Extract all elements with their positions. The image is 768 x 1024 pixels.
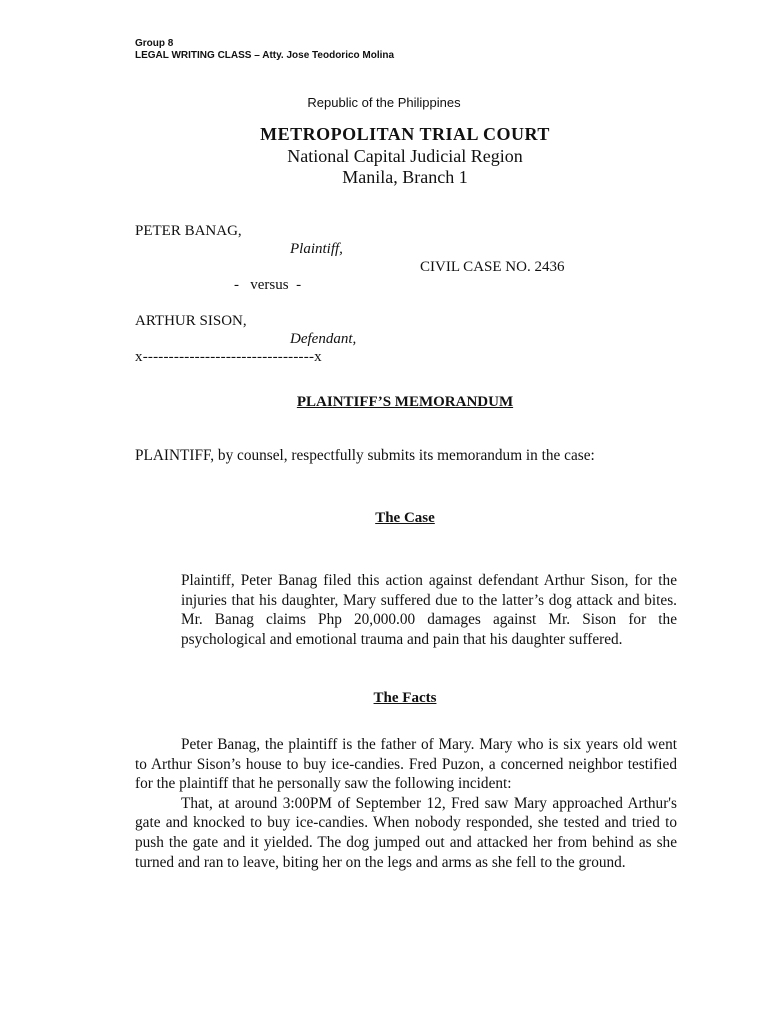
document-header xyxy=(135,38,394,62)
court-branch: Manila, Branch 1 xyxy=(342,167,468,187)
plaintiff-role: Plaintiff, xyxy=(290,241,343,257)
facts-section xyxy=(135,735,677,872)
caption-separator: x---------------------------------x xyxy=(135,349,322,365)
case-text: Plaintiff, Peter Banag filed this action against defendant Arthur Sison, for the injuries that his daughter, Mary suffered due to the latter’s dog attack and bites. Mr. Banag claims Php 20,000.00 damages against Mr. Sison for the psychological and emotional trauma and pain that his daughter suffered. xyxy=(181,572,677,649)
memorandum-title: PLAINTIFF’S MEMORANDUM xyxy=(296,394,514,410)
defendant-name: ARTHUR SISON, xyxy=(135,313,247,329)
case-paragraph xyxy=(181,556,677,665)
intro-text: PLAINTIFF, by counsel, respectfully submits its memorandum in the case: xyxy=(135,447,595,464)
versus-line: - versus - xyxy=(234,277,302,293)
court-name: METROPOLITAN TRIAL COURT xyxy=(260,124,550,144)
facts-heading: The Facts xyxy=(373,690,437,706)
judicial-region: National Capital Judicial Region xyxy=(287,146,523,166)
plaintiff-name: PETER BANAG, xyxy=(135,223,242,239)
republic-line: Republic of the Philippines xyxy=(307,95,461,110)
group-label: Group 8 xyxy=(135,38,174,49)
facts-paragraph-2: That, at around 3:00PM of September 12, Fred saw Mary approached Arthur's gate and knocked to buy ice-candies. When nobody responded, she tested and tried to push the gate and it yielded. The dog jumped out and attacked her from behind as she turned and ran to leave, biting her on the legs and arms as she fell to the ground. xyxy=(135,794,677,871)
class-line: LEGAL WRITING CLASS – Atty. Jose Teodorico Molina xyxy=(135,50,395,61)
case-number: CIVIL CASE NO. 2436 xyxy=(420,259,565,275)
case-heading: The Case xyxy=(375,510,435,526)
intro-paragraph xyxy=(135,446,677,466)
facts-paragraph-1: Peter Banag, the plaintiff is the father of Mary. Mary who is six years old went to Arthur Sison’s house to buy ice-candies. Fred Puzon, a concerned neighbor testified for the plaintiff that he personally saw the following incident: xyxy=(135,736,677,793)
defendant-role: Defendant, xyxy=(290,331,357,347)
